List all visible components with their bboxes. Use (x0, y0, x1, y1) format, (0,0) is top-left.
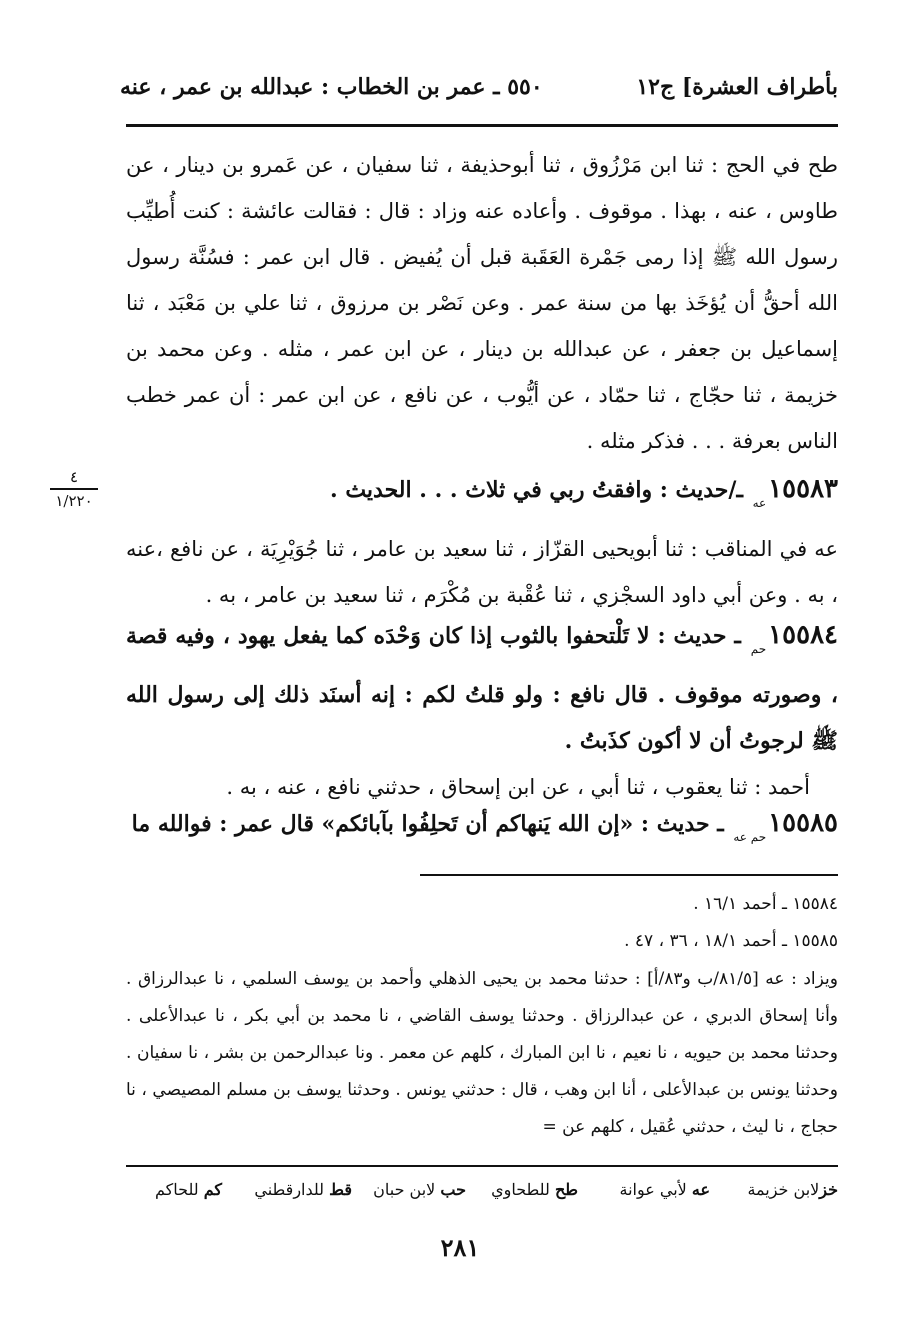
entry-15584 (126, 612, 838, 810)
abbreviations-rule (126, 1165, 838, 1167)
entry-heading-text: ـ/حديث : وافقتُ ربي في ثلاث . . . الحديث . (330, 477, 743, 503)
intro-block (126, 142, 838, 464)
entry-number: ١٥٥٨٥ (768, 808, 838, 838)
margin-reference-top: ٤ (69, 468, 79, 486)
entry-number: ١٥٥٨٣ (768, 474, 838, 504)
header-book-title: بأطراف العشرة] ج١٢ (636, 74, 838, 100)
abbreviation-item (373, 1180, 466, 1199)
header-section-title: ٥٥٠ ـ عمر بن الخطاب : عبدالله بن عمر ، عنه (120, 74, 543, 100)
abbreviations-key (120, 1180, 838, 1214)
abbreviation-key: كم (203, 1180, 222, 1199)
abbreviation-value: لأبي عوانة (619, 1180, 687, 1199)
abbreviation-value: للحاكم (155, 1180, 199, 1199)
margin-reference-bottom: ١/٢٢٠ (55, 492, 93, 510)
entry-heading-text: ـ حديث : «إن الله يَنهاكم أن تَحلِفُوا بآبائكم» قال عمر : فوالله ما (131, 811, 724, 837)
abbreviation-key: طح (554, 1180, 578, 1199)
entry-sigla: حم (750, 642, 767, 656)
abbreviation-item (619, 1180, 710, 1199)
footnote-additions: ويزاد : عه [٨١/٥/ب و٨٣/أ] : حدثنا محمد بن يحيى الذهلي وأحمد بن يوسف السلمي ، نا عبدالرزاق . وأنا إسحاق الدبري ، عن عبدالرزاق . وحدثنا يوسف القاضي ، نا محمد بن أبي بكر ، نا عبدالأعلى . وحدثنا محمد بن حيويه ، نا نعيم ، نا ابن المبارك ، كلهم عن معمر . ونا عبدالرحمن بن بشر ، نا سفيان . وحدثنا يونس بن عبدالأعلى ، أنا ابن وهب ، قال : حدثني يونس . وحدثنا يوسف بن مسلم المصيصي ، نا حجاج ، نا ليث ، حدثني عُقيل ، كلهم عن = (126, 969, 838, 1137)
abbreviation-item (254, 1180, 352, 1199)
abbreviation-value: لابن خزيمة (747, 1180, 820, 1199)
page-number: ٢٨١ (440, 1233, 480, 1262)
footnote-15585: ١٥٥٨٥ ـ أحمد ١٨/١ ، ٣٦ ، ٤٧ . (624, 931, 838, 951)
entry-15585 (126, 800, 838, 860)
abbreviation-key: قط (329, 1180, 352, 1199)
entry-heading (126, 612, 838, 764)
entry-sigla: حم عه (733, 830, 767, 844)
abbreviation-key: حب (440, 1180, 466, 1199)
entry-sigla: عه (752, 496, 767, 510)
entry-heading (126, 800, 838, 860)
abbreviation-value: للطحاوي (491, 1180, 550, 1199)
abbreviation-key: عه (691, 1180, 710, 1199)
entry-number: ١٥٥٨٤ (768, 620, 838, 650)
header-rule (126, 124, 838, 127)
abbreviation-item (747, 1180, 838, 1199)
entry-text: عه في المناقب : ثنا أبويحيى القزّاز ، ثنا سعيد بن عامر ، ثنا جُوَيْرِيَة ، عن نافع ،عنه ، به . وعن أبي داود السجْزي ، ثنا عُقْبة بن مُكْرَم ، ثنا سعيد بن عامر ، به . (126, 537, 838, 607)
abbreviation-item (491, 1180, 578, 1199)
entry-15583 (126, 466, 838, 618)
entry-heading (126, 466, 838, 526)
abbreviation-value: للدارقطني (254, 1180, 325, 1199)
margin-reference (44, 468, 104, 510)
abbreviation-value: لابن حبان (373, 1180, 436, 1199)
abbreviation-key: خز (819, 1180, 838, 1199)
entry-text: أحمد : ثنا يعقوب ، ثنا أبي ، عن ابن إسحاق ، حدثني نافع ، عنه ، به . (226, 775, 810, 799)
footnote-15584: ١٥٥٨٤ ـ أحمد ١٦/١ . (693, 894, 838, 914)
entry-heading-text: ـ حديث : لا تَلْتحفوا بالثوب إذا كان وَحْدَه كما يفعل يهود ، وفيه قصة ، وصورته موقوف . قال نافع : ولو قلتُ لكم : إنه أسنَد ذلك إلى رسول الله ﷺ لرجوتُ أن لا أكون كذَبتُ . (126, 623, 838, 754)
margin-reference-bar (50, 488, 98, 490)
footnote-rule (420, 874, 838, 876)
running-header (120, 74, 838, 108)
intro-paragraph: طح في الحج : ثنا ابن مَرْزُوق ، ثنا أبوحذيفة ، ثنا سفيان ، عن عَمرو بن دينار ، عن طاوس ، عنه ، بهذا . موقوف . وأعاده عنه وزاد : قال : فقالت عائشة : كنت أُطيِّب رسول الله ﷺ إذا رمى جَمْرة العَقَبة قبل أن يُفيض . قال ابن عمر : فسُنَّة رسول الله أحقُّ أن يُؤخَذ بها من سنة عمر . وعن نَصْر بن مرزوق ، ثنا علي بن مَعْبَد ، ثنا إسماعيل بن جعفر ، عن عبدالله بن دينار ، عن ابن عمر ، مثله . وعن محمد بن خزيمة ، ثنا حجّاج ، ثنا حمّاد ، عن أيُّوب ، عن نافع ، عن ابن عمر : أن عمر خطب الناس بعرفة . . . فذكر مثله . (126, 153, 838, 453)
abbreviation-item (155, 1180, 222, 1199)
